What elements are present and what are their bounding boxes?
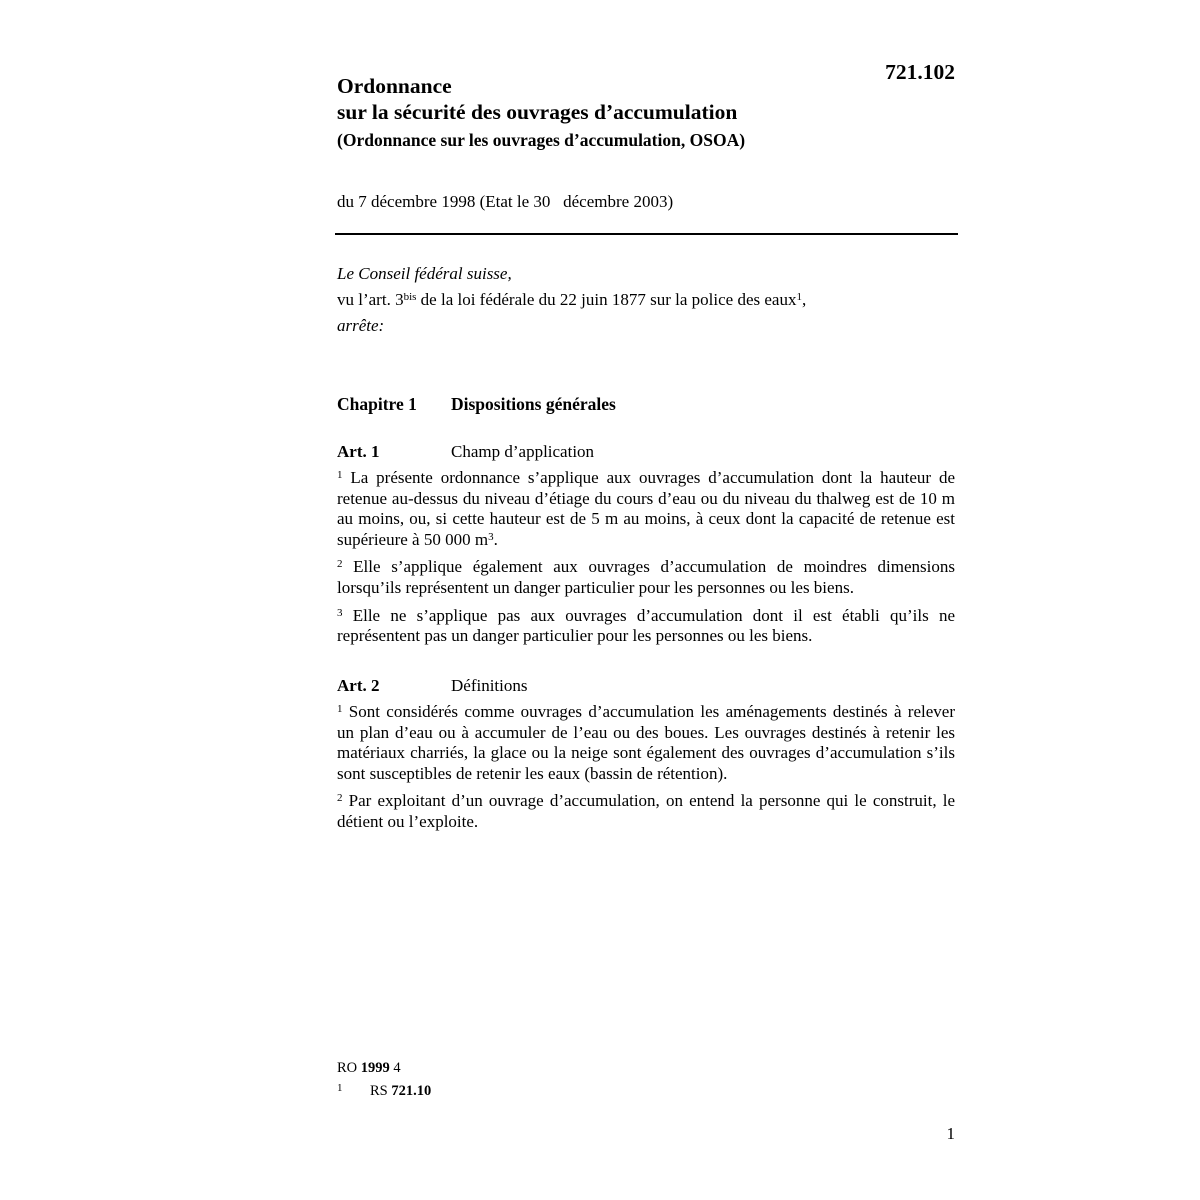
paragraph <box>337 791 955 832</box>
paragraph-text: Elle ne s’applique pas aux ouvrages d’accumulation dont il est établi qu’ils ne représentent pas un danger particulier pour les personnes ou les biens. <box>337 605 955 646</box>
title-line-1: Ordonnance <box>337 74 452 98</box>
basis-end: , <box>801 290 807 309</box>
ro-year: 1999 <box>360 1060 390 1076</box>
ro-prefix: RO <box>337 1060 361 1076</box>
paragraph-number: 2 <box>337 558 343 571</box>
article-number: Art. 1 <box>337 442 380 461</box>
paragraph-number: 1 <box>337 469 343 481</box>
title-line-2: sur la sécurité des ouvrages d’accumulation <box>337 100 738 124</box>
footnote-prefix: RS <box>370 1083 392 1099</box>
footnote-ref-1[interactable]: 1 <box>796 291 802 303</box>
article-1 <box>337 440 955 654</box>
chapter-heading <box>337 392 957 416</box>
paragraph <box>337 606 955 647</box>
paragraph-text: Sont considérés comme ouvrages d’accumulation les aménagements destinés à relever un plan d’eau ou à accumuler de l’eau ou des boues. Les ouvrages destinés à retenir les matériaux charriés, la glace ou la neige sont également des ouvrages d’accumulation s’ils sont susceptibles de retenir les eaux (bassin de rétention). <box>337 702 955 783</box>
basis-sup: bis <box>403 291 417 303</box>
ro-page: 4 <box>389 1060 401 1076</box>
preamble-basis <box>337 287 957 313</box>
paragraph-text: Elle s’applique également aux ouvrages d’accumulation de moindres dimensions lorsqu’ils représentent un danger particulier pour les personnes ou les biens. <box>337 557 955 597</box>
chapter-title: Dispositions générales <box>451 394 616 414</box>
date-line: du 7 décembre 1998 (Etat le 30 décembre 2003) <box>337 192 674 211</box>
ro-reference <box>337 1058 737 1078</box>
unit-exponent: 3 <box>488 530 494 543</box>
document-subtitle: (Ordonnance sur les ouvrages d’accumulation, OSOA) <box>337 130 746 150</box>
footnotes <box>337 1058 737 1101</box>
preamble-authority: Le Conseil fédéral suisse, <box>337 264 512 283</box>
article-2 <box>337 674 955 840</box>
page-number: 1 <box>946 1124 955 1143</box>
paragraph <box>337 702 955 784</box>
chapter-label: Chapitre 1 <box>337 394 417 414</box>
footnote-ref: 721.10 <box>391 1083 432 1099</box>
paragraph-number: 2 <box>337 792 343 805</box>
title-divider <box>335 233 958 235</box>
paragraph-number: 3 <box>337 606 343 619</box>
article-number: Art. 2 <box>337 676 380 695</box>
paragraph-text: La présente ordonnance s’applique aux ouvrages d’accumulation dont la hauteur de retenue au-dessus du niveau d’étiage du cours d’eau ou du niveau du thalweg est de 10 m au moins, ou, si cette hauteur est de 5 m au moins, à ceux dont la capacité de retenue est supérieure à 50 000 m <box>337 468 955 549</box>
article-heading <box>337 440 955 464</box>
preamble-decision: arrête: <box>337 316 385 335</box>
sr-number: 721.102 <box>885 60 955 84</box>
paragraph-number: 1 <box>337 703 343 715</box>
footnote-mark: 1 <box>337 1082 343 1094</box>
paragraph-end: . <box>493 529 498 549</box>
basis-text: de la loi fédérale du 22 juin 1877 sur la police des eaux <box>416 290 797 309</box>
document-title <box>337 73 827 125</box>
paragraph-text: Par exploitant d’un ouvrage d’accumulation, on entend la personne qui le construit, le détient ou l’exploite. <box>337 791 955 831</box>
footnote-1 <box>337 1078 737 1101</box>
paragraph <box>337 557 955 598</box>
basis-prefix: vu l’art. 3 <box>337 290 404 309</box>
article-heading <box>337 674 955 698</box>
preamble <box>337 261 957 339</box>
article-title: Définitions <box>451 676 528 695</box>
article-title: Champ d’application <box>451 442 595 461</box>
paragraph <box>337 468 955 550</box>
